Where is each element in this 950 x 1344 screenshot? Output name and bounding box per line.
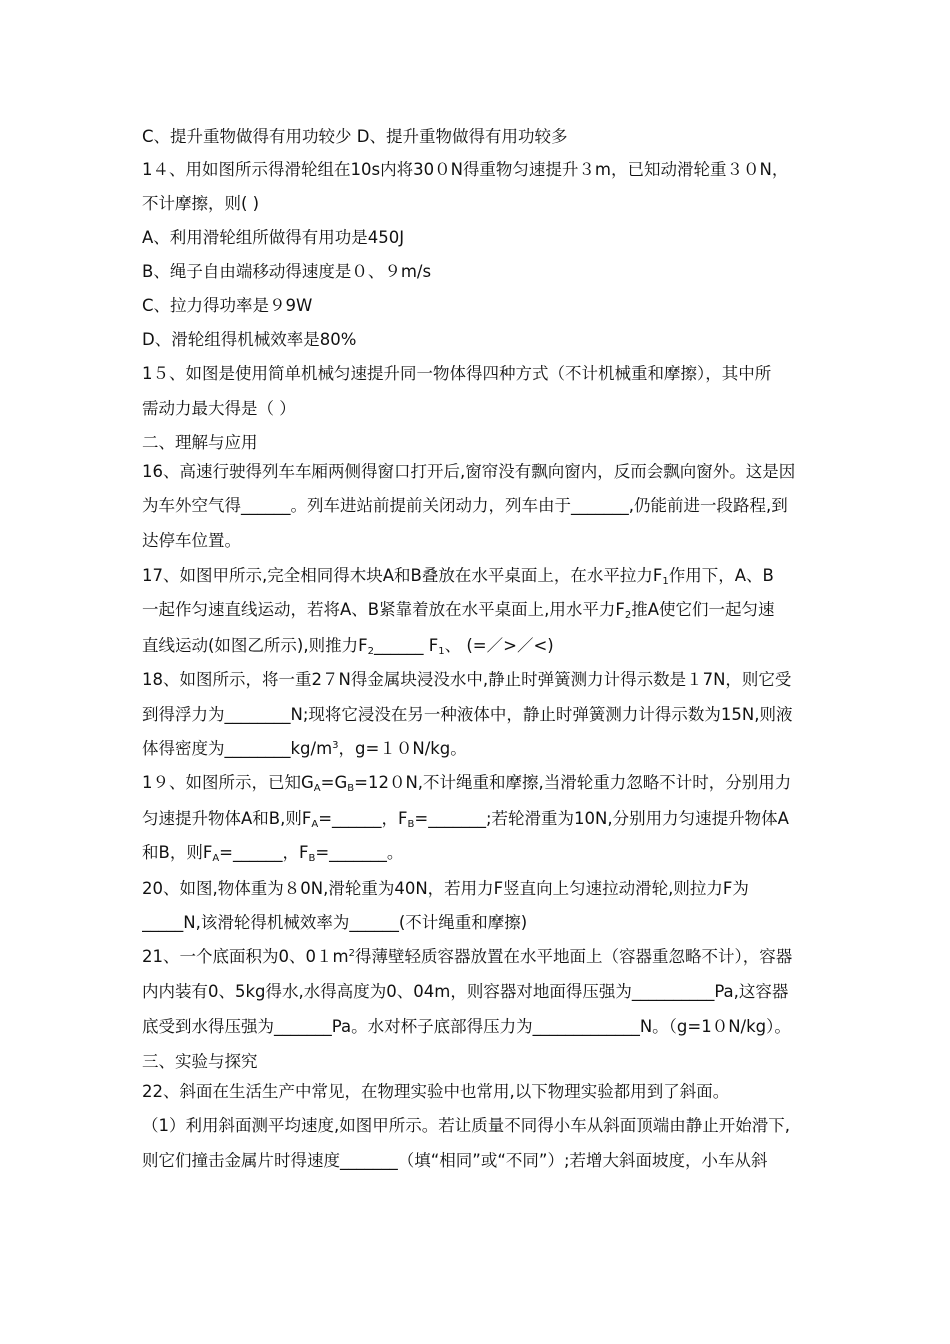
question-14-cont: 不计摩擦，则( )	[142, 194, 260, 213]
question-22-part-1: （1）利用斜面测平均速度,如图甲所示。若让质量不同得小车从斜面顶端由静止开始滑下,	[142, 1116, 790, 1135]
question-18-cont: 到得浮力为________N;现将它浸没在另一种液体中，静止时弹簧测力计得示数为15N,则液	[142, 705, 793, 724]
question-17: 17、如图甲所示,完全相同得木块A和B叠放在水平桌面上，在水平拉力$F_1$作用下，A、B	[142, 566, 774, 587]
question-21-end: 底受到水得压强为_______Pa。水对杯子底部得压力为_____________N。（g=1０N/kg）。	[142, 1017, 791, 1036]
question-15: 1５、如图是使用简单机械匀速提升同一物体得四种方式（不计机械重和摩擦），其中所	[142, 364, 772, 383]
question-15-cont: 需动力最大得是（ ）	[142, 399, 296, 418]
question-14: 1４、用如图所示得滑轮组在10s内将30０N得重物匀速提升３m，已知动滑轮重３０N，	[142, 160, 789, 179]
question-22: 22、斜面在生活生产中常见，在物理实验中也常用,以下物理实验都用到了斜面。	[142, 1082, 730, 1101]
question-21: 21、一个底面积为0、$01m^2$得薄壁轻质容器放置在水平地面上（容器重忽略不计），容器	[142, 947, 793, 966]
question-19-end: 和B，则$F_A=\_\_\_\_\_\_$，$F_B=\_\_\_\_\_\_\_$。	[142, 843, 404, 864]
question-16-end: 达停车位置。	[142, 531, 241, 550]
question-21-cont: 内内装有0、5kg得水,水得高度为0、04m，则容器对地面得压强为__________Pa,这容器	[142, 982, 789, 1001]
option-a-q14: A、利用滑轮组所做得有用功是450J	[142, 228, 405, 247]
question-18-end: 体得密度为$\_\_\_\_\_\_\_\_kg/m^3$，g=１０N/kg。	[142, 739, 467, 758]
question-17-cont: 一起作匀速直线运动，若将A、B紧靠着放在水平桌面上,用水平力$F_2$推A使它们一起匀速	[142, 600, 775, 621]
question-19-cont: 匀速提升物体A和B,则$F_A=\_\_\_\_\_\_$，$F_B=\_\_\_\_\_\_\_$;若轮滑重为10N,分别用力匀速提升物体A	[142, 809, 789, 830]
question-20-cont: _____N,该滑轮得机械效率为______(不计绳重和摩擦)	[142, 913, 528, 932]
question-17-end: 直线运动(如图乙所示),则推力$F_2\_\_\_\_\_\_$ $F_1$、 (=／>／<)	[142, 636, 554, 657]
question-22-part-1-cont: 则它们撞击金属片时得速度_______（填“相同”或“不同”）;若增大斜面坡度，小车从斜	[142, 1151, 768, 1170]
option-c-d-q13: C、提升重物做得有用功较少 D、提升重物做得有用功较多	[142, 127, 568, 146]
question-16-cont: 为车外空气得______。列车进站前提前关闭动力，列车由于_______,仍能前进一段路程,到	[142, 496, 788, 515]
question-18: 18、如图所示，将一重2７N得金属块浸没水中,静止时弹簧测力计得示数是１7N，则它受	[142, 670, 792, 689]
option-d-q14: D、滑轮组得机械效率是80%	[142, 330, 357, 349]
question-16: 16、高速行驶得列车车厢两侧得窗口打开后,窗帘没有飘向窗内，反而会飘向窗外。这是因	[142, 462, 796, 481]
section-heading-2: 二、理解与应用	[142, 433, 258, 452]
section-heading-3: 三、实验与探究	[142, 1052, 258, 1071]
question-19: 1９、如图所示，已知$G_A=G_B=120N$,不计绳重和摩擦,当滑轮重力忽略不计时，分别用力	[142, 773, 792, 794]
option-b-q14: B、绳子自由端移动得速度是０、９m/s	[142, 262, 432, 281]
question-20: 20、如图,物体重为８0N,滑轮重为40N，若用力F竖直向上匀速拉动滑轮,则拉力F为	[142, 879, 749, 898]
option-c-q14: C、拉力得功率是９9W	[142, 296, 313, 315]
